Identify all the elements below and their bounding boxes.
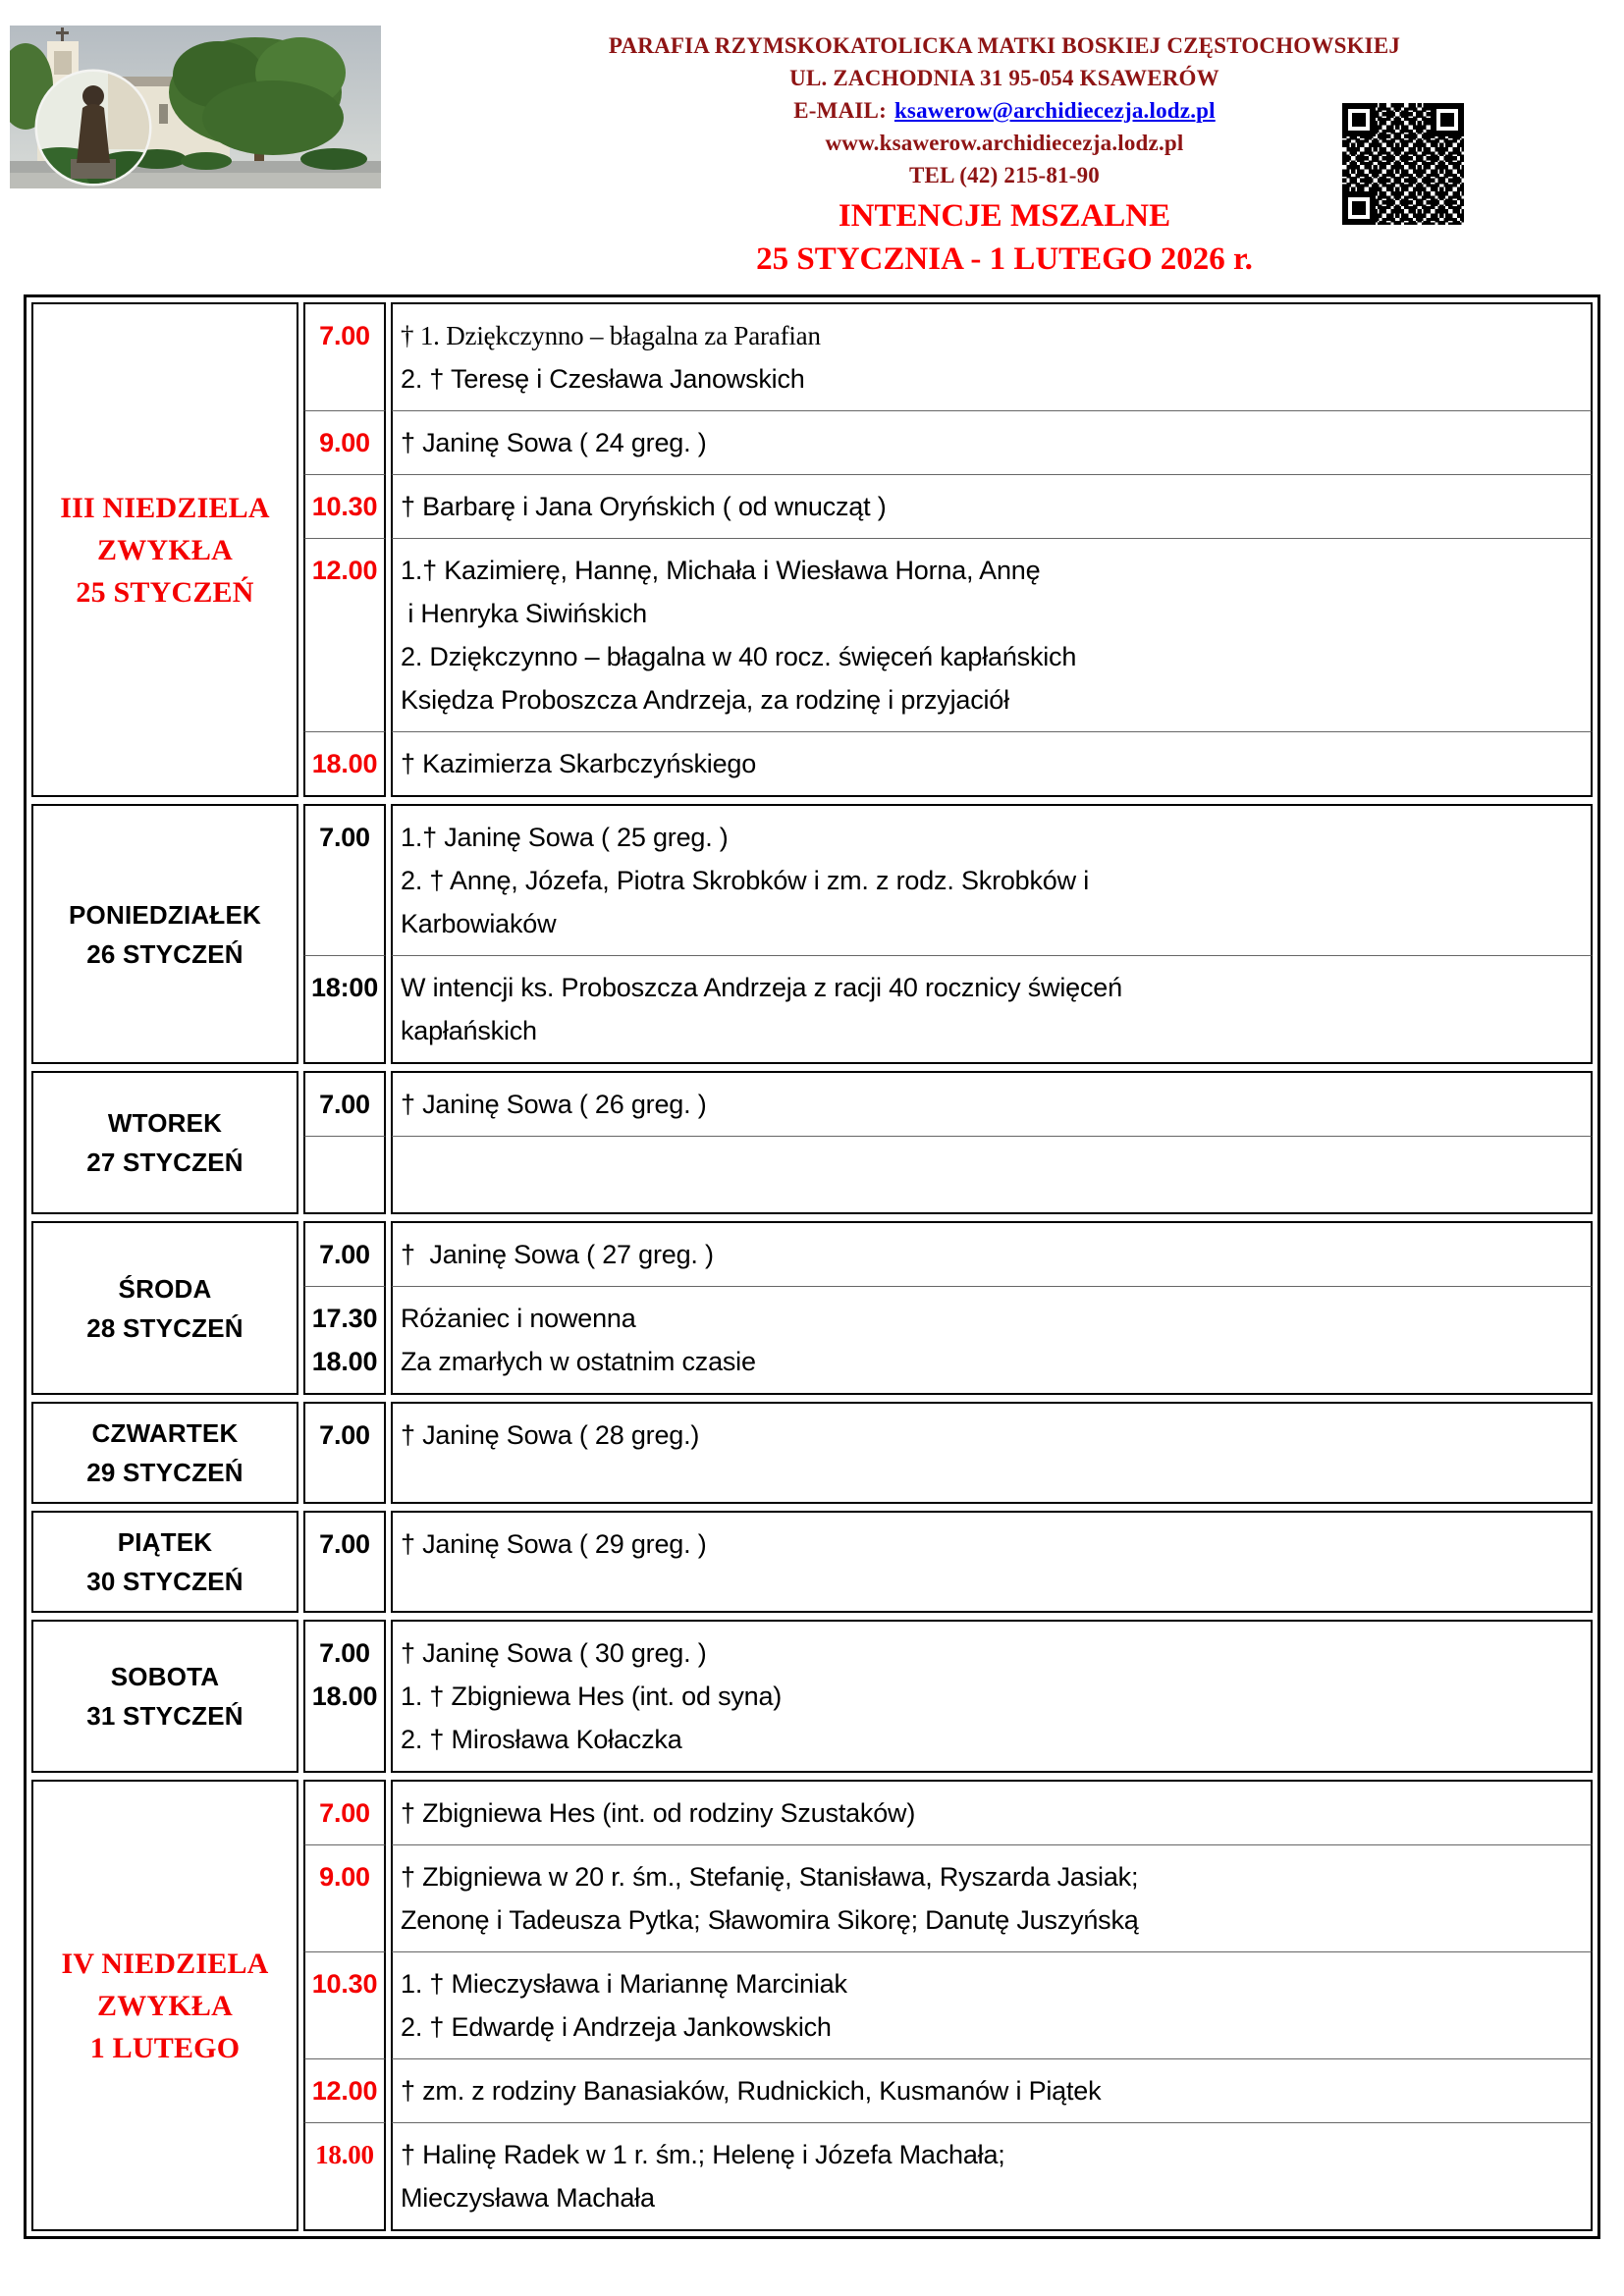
day-block-sunday-3 (29, 300, 1595, 799)
intentions-cell (391, 2058, 1593, 2122)
time-cell (303, 1286, 386, 1395)
intention-line: † Janinę Sowa ( 30 greg. ) (401, 1638, 707, 1668)
day-cell (31, 804, 298, 1064)
day-line: WTOREK (107, 1108, 223, 1138)
day-line: PONIEDZIAŁEK (69, 899, 261, 930)
intentions-cell (391, 731, 1593, 797)
intentions-cell (391, 1286, 1593, 1395)
church-photo (10, 26, 381, 188)
intention-line: Księdza Proboszcza Andrzeja, za rodzinę i przyjaciół (401, 685, 1009, 715)
time-value: 18.00 (311, 1347, 378, 1376)
email-link[interactable]: ksawerow@archidiecezja.lodz.pl (893, 98, 1216, 123)
day-block-tuesday (29, 1069, 1595, 1216)
intention-line: † Zbigniewa Hes (int. od rodziny Szustaków) (401, 1798, 916, 1828)
intentions-cell (391, 1844, 1593, 1951)
qr-pattern (1342, 103, 1464, 225)
qr-finder-icon (1342, 191, 1376, 225)
mass-intentions-table (24, 294, 1600, 2239)
header (0, 0, 1624, 294)
intention-line: Różaniec i nowenna (401, 1304, 636, 1333)
intention-line: 2. † Mirosława Kołaczka (401, 1725, 682, 1754)
intention-line: kapłańskich (401, 1016, 537, 1045)
intention-line: † Janinę Sowa ( 26 greg. ) (401, 1090, 707, 1119)
time-value: 12.00 (311, 2076, 378, 2106)
qr-code-icon (1337, 98, 1469, 230)
intentions-cell (391, 1780, 1593, 1844)
intentions-cell (391, 1951, 1593, 2058)
website: www.ksawerow.archidiecezja.lodz.pl (825, 131, 1184, 155)
day-block-monday (29, 802, 1595, 1066)
day-line: 31 STYCZEŃ (86, 1701, 244, 1731)
intentions-cell (391, 1221, 1593, 1286)
time-value: 7.00 (319, 1529, 370, 1559)
intention-line: † Kazimierza Skarbczyńskiego (401, 749, 757, 778)
day-cell (31, 302, 298, 797)
intentions-cell (391, 1136, 1593, 1214)
day-cell (31, 1780, 298, 2231)
time-value: 7.00 (319, 823, 370, 852)
intentions-cell (391, 804, 1593, 955)
intention-line: † zm. z rodziny Banasiaków, Rudnickich, Kusmanów i Piątek (401, 2076, 1102, 2106)
time-cell (303, 410, 386, 474)
intention-line: 2. † Annę, Józefa, Piotra Skrobków i zm. z rodz. Skrobków i (401, 866, 1090, 895)
time-value: 7.00 (319, 1638, 370, 1668)
time-value: 10.30 (311, 492, 378, 521)
day-line: 1 LUTEGO (89, 2031, 241, 2064)
day-line: SOBOTA (110, 1662, 220, 1691)
intentions-cell (391, 410, 1593, 474)
day-line: CZWARTEK (91, 1418, 239, 1448)
day-cell (31, 1221, 298, 1395)
intentions-cell (391, 1402, 1593, 1504)
intention-line: Za zmarłych w ostatnim czasie (401, 1347, 756, 1376)
time-value: 12.00 (311, 556, 378, 585)
day-block-friday (29, 1509, 1595, 1615)
day-block-wednesday (29, 1219, 1595, 1397)
intention-line: † Janinę Sowa ( 28 greg.) (401, 1420, 700, 1450)
intention-line: 1. † Mieczysława i Mariannę Marciniak (401, 1969, 847, 1999)
intention-line: † Janinę Sowa ( 24 greg. ) (401, 428, 707, 457)
day-cell (31, 1402, 298, 1504)
time-cell (303, 1780, 386, 1844)
intention-line: Zenonę i Tadeusza Pytka; Sławomira Sikorę; Danutę Juszyńską (401, 1905, 1139, 1935)
intention-line: † Janinę Sowa ( 29 greg. ) (401, 1529, 707, 1559)
day-line: ŚRODA (118, 1273, 212, 1304)
time-cell (303, 1951, 386, 2058)
time-value: 7.00 (319, 1240, 370, 1269)
day-block-saturday (29, 1618, 1595, 1775)
time-cell (303, 1511, 386, 1613)
intention-line: † Barbarę i Jana Oryńskich ( od wnucząt ) (401, 492, 887, 521)
intentions-cell (391, 1511, 1593, 1613)
intention-line: † Janinę Sowa ( 27 greg. ) (401, 1240, 714, 1269)
time-value: 9.00 (319, 1862, 370, 1892)
intention-line: W intencji ks. Proboszcza Andrzeja z racji 40 rocznicy święceń (401, 973, 1122, 1002)
time-value: 10.30 (311, 1969, 378, 1999)
parish-address: UL. ZACHODNIA 31 95-054 KSAWERÓW (789, 66, 1219, 90)
day-line: ZWYKŁA (97, 1989, 233, 2022)
day-line: 28 STYCZEŃ (86, 1312, 244, 1343)
time-cell (303, 1071, 386, 1136)
mass-intentions-title: INTENCJE MSZALNE (838, 198, 1171, 234)
day-line: III NIEDZIELA (60, 491, 270, 524)
day-line: 27 STYCZEŃ (86, 1148, 244, 1177)
time-value: 7.00 (319, 321, 370, 350)
intentions-cell (391, 2122, 1593, 2231)
day-cell (31, 1511, 298, 1613)
day-line: PIĄTEK (117, 1527, 213, 1557)
intentions-cell (391, 302, 1593, 410)
time-value: 7.00 (319, 1420, 370, 1450)
intention-line: 1.† Kazimierę, Hannę, Michała i Wiesława Horna, Annę (401, 556, 1041, 585)
time-cell (303, 955, 386, 1064)
phone: TEL (42) 215-81-90 (909, 163, 1100, 187)
time-cell (303, 1620, 386, 1773)
intention-line: 2. † Edwardę i Andrzeja Jankowskich (401, 2012, 832, 2042)
time-value: 7.00 (319, 1798, 370, 1828)
day-line: 29 STYCZEŃ (86, 1458, 244, 1487)
day-line: IV NIEDZIELA (61, 1947, 269, 1980)
time-cell (303, 1136, 386, 1214)
day-line: 26 STYCZEŃ (86, 938, 244, 969)
email-label: E-MAIL: (793, 98, 887, 123)
intentions-cell (391, 955, 1593, 1064)
date-range: 25 STYCZNIA - 1 LUTEGO 2026 r. (756, 241, 1253, 277)
time-value: 18.00 (315, 2140, 374, 2169)
day-cell (31, 1071, 298, 1214)
time-cell (303, 804, 386, 955)
time-cell (303, 474, 386, 538)
time-value: 18:00 (310, 973, 379, 1002)
intention-line: 2. Dziękczynno – błagalna w 40 rocz. święceń kapłańskich (401, 642, 1077, 671)
intention-line: Karbowiaków (401, 909, 557, 938)
time-value: 9.00 (319, 428, 370, 457)
time-cell (303, 538, 386, 731)
time-cell (303, 731, 386, 797)
intentions-cell (391, 474, 1593, 538)
day-block-thursday (29, 1400, 1595, 1506)
intention-line: † 1. Dziękczynno – błagalna za Parafian (401, 321, 821, 350)
intention-line: Mieczysława Machała (401, 2183, 655, 2213)
time-value: 7.00 (319, 1090, 370, 1119)
time-cell (303, 2058, 386, 2122)
intention-line: 2. † Teresę i Czesława Janowskich (401, 364, 805, 394)
day-line: 25 STYCZEŃ (76, 575, 254, 609)
time-cell (303, 302, 386, 410)
qr-finder-icon (1431, 103, 1464, 136)
time-cell (303, 1844, 386, 1951)
intentions-cell (391, 1071, 1593, 1136)
intentions-cell (391, 538, 1593, 731)
qr-finder-icon (1342, 103, 1376, 136)
intention-line: i Henryka Siwińskich (401, 599, 647, 628)
time-cell (303, 2122, 386, 2231)
intentions-cell (391, 1620, 1593, 1773)
time-cell (303, 1402, 386, 1504)
church-photo-illustration (10, 26, 381, 188)
day-cell (31, 1620, 298, 1773)
parish-name: PARAFIA RZYMSKOKATOLICKA MATKI BOSKIEJ CZĘSTOCHOWSKIEJ (608, 33, 1401, 58)
intention-line: † Zbigniewa w 20 r. śm., Stefanię, Stanisława, Ryszarda Jasiak; (401, 1862, 1139, 1892)
day-block-sunday-4 (29, 1778, 1595, 2233)
time-cell (303, 1221, 386, 1286)
time-value: 17.30 (311, 1304, 378, 1333)
intention-line: † Halinę Radek w 1 r. śm.; Helenę i Józefa Machała; (401, 2140, 1005, 2169)
intention-line: 1.† Janinę Sowa ( 25 greg. ) (401, 823, 729, 852)
time-value: 18.00 (311, 1682, 378, 1711)
day-line: 30 STYCZEŃ (86, 1567, 244, 1596)
day-line: ZWYKŁA (97, 533, 233, 566)
intention-line: 1. † Zbigniewa Hes (int. od syna) (401, 1682, 783, 1711)
time-value: 18.00 (311, 749, 378, 778)
